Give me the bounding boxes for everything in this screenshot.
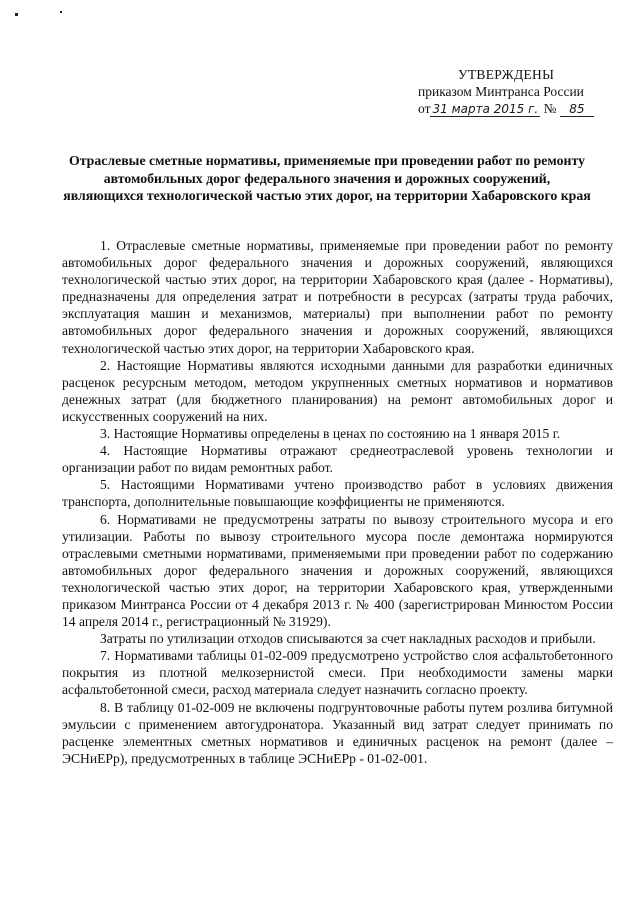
approval-block: [418, 66, 618, 117]
paragraph-7: 7. Нормативами таблицы 01-02-009 предусмотрено устройство слоя асфальтобетонного покрытия из плотной мелкозернистой смеси. При необходимости замены марки асфальтобетонной смеси, расход материала следует назначить согласно проекту.: [62, 648, 613, 698]
paragraph-5: 5. Настоящими Нормативами учтено производство работ в условиях движения транспорта, дополнительные повышающие коэффициенты не применяются.: [62, 477, 613, 510]
paragraph-6-note: Затраты по утилизации отходов списываются за счет накладных расходов и прибыли.: [100, 631, 596, 647]
scan-speck: [60, 11, 62, 13]
scan-speck: [15, 13, 18, 16]
paragraph-4: 4. Настоящие Нормативы отражают среднеотраслевой уровень технологии и организации работ по видам ремонтных работ.: [62, 443, 613, 476]
document-title: Отраслевые сметные нормативы, применяемые при проведении работ по ремонту автомобильных дорог федерального значения и дорожных сооружений, являющихся технологической частью этих дорог, на территории Хабаровского края: [63, 153, 591, 203]
approval-date-line: [418, 100, 618, 117]
approval-order: приказом Минтранса России: [418, 84, 584, 99]
document-body: [62, 237, 613, 767]
number-label: №: [543, 101, 557, 116]
handwritten-number: 85: [560, 102, 594, 117]
paragraph-8: 8. В таблицу 01-02-009 не включены подгрунтовочные работы путем розлива битумной эмульсии с применением автогудронатора. Указанный вид затрат следует принимать по расценке элементных сметных нормативов и единичных расценок на ремонт (далее – ЭСНиЕРр), предусмотренных в таблице ЭСНиЕРр - 01-02-001.: [62, 699, 613, 766]
approval-title: УТВЕРЖДЕНЫ: [458, 67, 555, 82]
paragraph-6: 6. Нормативами не предусмотрены затраты по вывозу строительного мусора и его утилизации. Работы по вывозу строительного мусора после демонтажа нормируются отраслевыми сметными нормативами, применяемыми при проведении работ по содержанию автомобильных дорог федерального значения и дорожных сооружений, являющихся технологической частью этих дорог, на территории Хабаровского края, утвержденными приказом Минтранса России от 4 декабря 2013 г. № 400 (зарегистрирован Минюстом России 14 апреля 2014 г., регистрационный № 31929).: [62, 511, 613, 630]
paragraph-2: 2. Настоящие Нормативы являются исходными данными для разработки единичных расценок ресурсным методом, методом укрупненных сметных нормативов и нормативов денежных затрат (для бюджетного планирования) на ремонт автомобильных дорог и искусственных сооружений на них.: [62, 357, 613, 424]
handwritten-date: 31 марта 2015 г.: [432, 102, 539, 116]
paragraph-3: 3. Настоящие Нормативы определены в ценах по состоянию на 1 января 2015 г.: [100, 426, 561, 442]
date-prefix: от: [418, 101, 431, 116]
paragraph-1: 1. Отраслевые сметные нормативы, применяемые при проведении работ по ремонту автомобильных дорог федерального значения и дорожных сооружений, являющихся технологической частью этих дорог, на территории Хабаровского края (далее - Нормативы), предназначены для определения затрат и потребности в ресурсах (затраты труда рабочих, эксплуатация машин и механизмов, материалы) при выполнении работ по ремонту автомобильных дорог федерального значения и дорожных сооружений, являющихся технологической частью этих дорог, на территории Хабаровского края.: [62, 238, 613, 356]
